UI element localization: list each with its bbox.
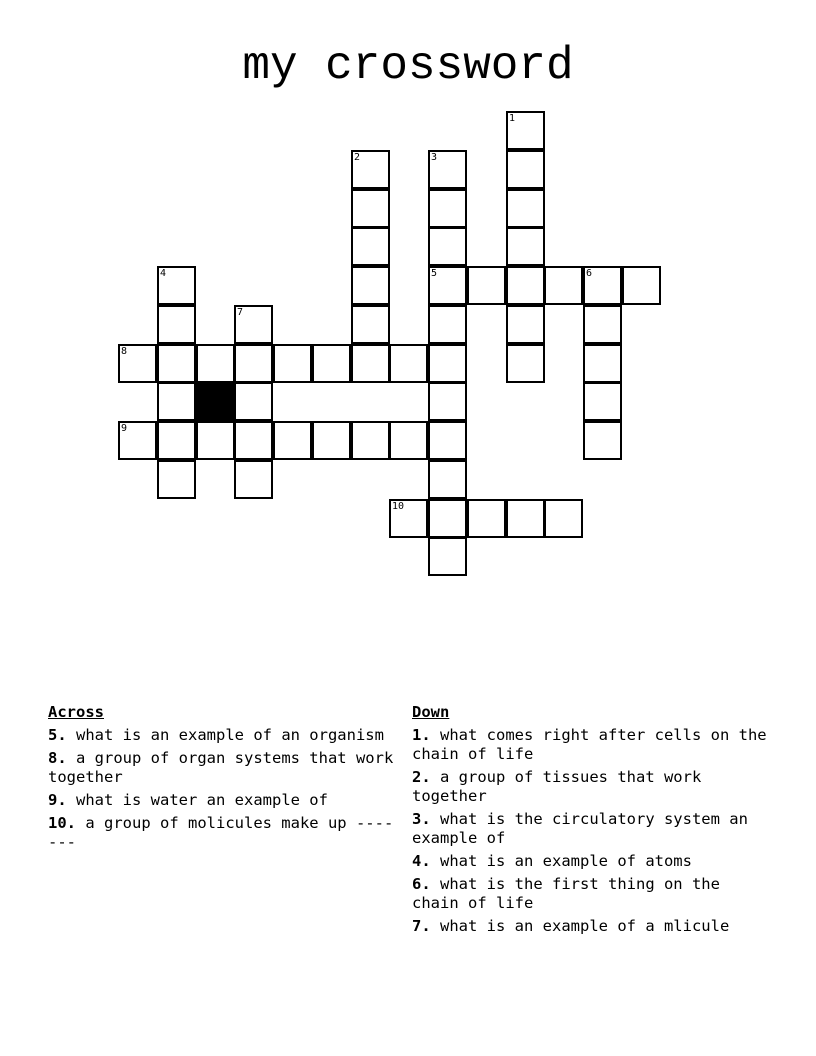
grid-cell[interactable] [583,344,622,383]
grid-cell-5[interactable] [428,266,467,305]
grid-cell[interactable] [157,344,196,383]
cell-number: 8 [121,346,128,357]
grid-cell[interactable] [506,499,545,538]
clue-across-9 [48,791,398,810]
grid-cell[interactable] [273,421,312,460]
clue-number: 4. [412,852,431,870]
grid-cell[interactable] [196,344,235,383]
grid-cell[interactable] [234,344,273,383]
across-clues [48,703,398,856]
grid-cell[interactable] [544,266,583,305]
down-clues [412,703,772,940]
grid-cell[interactable] [506,266,545,305]
grid-cell[interactable] [428,537,467,576]
clue-number: 10. [48,814,76,832]
cell-number: 6 [586,268,593,279]
grid-cell[interactable] [506,227,545,266]
grid-cell[interactable] [351,266,390,305]
grid-cell[interactable] [428,499,467,538]
clue-text: what is the circulatory system an example of [412,810,748,847]
grid-cell[interactable] [351,227,390,266]
grid-cell[interactable] [467,499,506,538]
clue-number: 6. [412,875,431,893]
cell-number: 5 [431,268,438,279]
clue-down-2 [412,768,772,806]
clue-text: what is an example of an organism [76,726,384,744]
grid-cell[interactable] [312,421,351,460]
clue-down-1 [412,726,772,764]
clue-number: 2. [412,768,431,786]
clue-text: a group of organ systems that work together [48,749,394,786]
grid-cell[interactable] [583,305,622,344]
grid-cell-6[interactable] [583,266,622,305]
grid-cell-4[interactable] [157,266,196,305]
grid-cell[interactable] [351,344,390,383]
clue-down-4 [412,852,772,871]
grid-cell[interactable] [157,382,196,421]
clue-number: 9. [48,791,67,809]
clue-text: what comes right after cells on the chain of life [412,726,767,763]
clue-down-6 [412,875,772,913]
grid-cell[interactable] [428,421,467,460]
grid-cell[interactable] [428,189,467,228]
grid-cell-10[interactable] [389,499,428,538]
across-heading: Across [48,703,104,721]
clue-text: a group of molicules make up ------- [48,814,394,851]
clue-number: 5. [48,726,67,744]
cell-number: 9 [121,423,128,434]
clue-number: 1. [412,726,431,744]
grid-cell[interactable] [467,266,506,305]
cell-number: 1 [509,113,516,124]
grid-cell[interactable] [428,382,467,421]
cell-number: 3 [431,152,438,163]
clue-down-7 [412,917,772,936]
clue-number: 7. [412,917,431,935]
clue-across-8 [48,749,398,787]
grid-cell-2[interactable] [351,150,390,189]
grid-cell[interactable] [273,344,312,383]
grid-cell[interactable] [196,421,235,460]
clue-text: a group of tissues that work together [412,768,702,805]
grid-cell-3[interactable] [428,150,467,189]
grid-cell[interactable] [196,382,235,421]
grid-cell[interactable] [583,382,622,421]
grid-cell[interactable] [428,344,467,383]
grid-cell[interactable] [428,460,467,499]
grid-cell[interactable] [351,421,390,460]
grid-cell[interactable] [544,499,583,538]
clue-across-5 [48,726,398,745]
grid-cell[interactable] [157,421,196,460]
clue-number: 3. [412,810,431,828]
cell-number: 10 [392,501,405,512]
grid-cell-1[interactable] [506,111,545,150]
grid-cell[interactable] [506,305,545,344]
grid-cell[interactable] [157,460,196,499]
grid-cell[interactable] [234,460,273,499]
grid-cell[interactable] [583,421,622,460]
grid-cell[interactable] [506,189,545,228]
grid-cell[interactable] [389,421,428,460]
clue-down-3 [412,810,772,848]
grid-cell-9[interactable] [118,421,157,460]
grid-cell[interactable] [234,421,273,460]
clue-across-10 [48,814,398,852]
grid-cell[interactable] [234,382,273,421]
grid-cell[interactable] [506,150,545,189]
grid-cell[interactable] [389,344,428,383]
clue-text: what is the first thing on the chain of life [412,875,720,912]
grid-cell[interactable] [351,189,390,228]
grid-cell-7[interactable] [234,305,273,344]
grid-cell[interactable] [428,227,467,266]
clue-text: what is an example of a mlicule [440,917,730,935]
grid-cell[interactable] [428,305,467,344]
cell-number: 7 [237,307,244,318]
down-heading: Down [412,703,450,721]
clue-text: what is an example of atoms [440,852,692,870]
page-title: my crossword [242,40,574,92]
grid-cell-8[interactable] [118,344,157,383]
cell-number: 2 [354,152,361,163]
grid-cell[interactable] [312,344,351,383]
grid-cell[interactable] [351,305,390,344]
clue-number: 8. [48,749,67,767]
clue-text: what is water an example of [76,791,328,809]
cell-number: 4 [160,268,167,279]
grid-cell[interactable] [622,266,661,305]
grid-cell[interactable] [506,344,545,383]
grid-cell[interactable] [157,305,196,344]
